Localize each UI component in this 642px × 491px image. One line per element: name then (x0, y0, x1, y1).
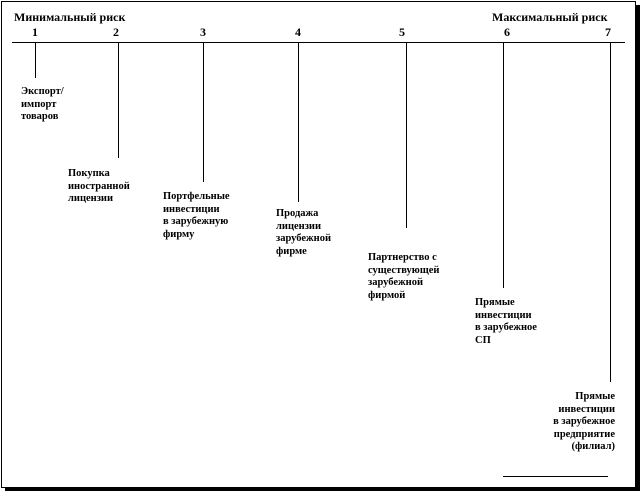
max-risk-label: Максимальный риск (492, 10, 608, 24)
min-risk-label: Минимальный риск (14, 10, 126, 24)
step-label-3: Портфельные инвестиции в зарубежную фирму (163, 191, 230, 240)
scale-number-7: 7 (605, 25, 611, 39)
connector-4 (298, 42, 299, 202)
step-label-6: Прямые инвестиции в зарубежное СП (475, 297, 537, 346)
connector-7 (610, 42, 611, 382)
scale-number-3: 3 (200, 25, 206, 39)
bottom-rule (503, 476, 608, 477)
scale-number-6: 6 (504, 25, 510, 39)
step-label-4: Продажа лицензии зарубежной фирме (276, 208, 332, 257)
step-label-5: Партнерство с существующей зарубежной фирмой (368, 252, 440, 301)
scale-number-5: 5 (399, 25, 405, 39)
connector-5 (406, 42, 407, 228)
scale-number-1: 1 (32, 25, 38, 39)
connector-3 (203, 42, 204, 182)
step-label-2: Покупка иностранной лицензии (68, 168, 130, 204)
scale-number-4: 4 (295, 25, 301, 39)
risk-axis (12, 42, 625, 43)
connector-2 (118, 42, 119, 158)
scale-number-2: 2 (113, 25, 119, 39)
connector-1 (35, 42, 36, 78)
step-label-1: Экспорт/ импорт товаров (21, 86, 64, 122)
step-label-7: Прямые инвестиции в зарубежное предприятие (филиал) (553, 391, 615, 452)
connector-6 (503, 42, 504, 288)
